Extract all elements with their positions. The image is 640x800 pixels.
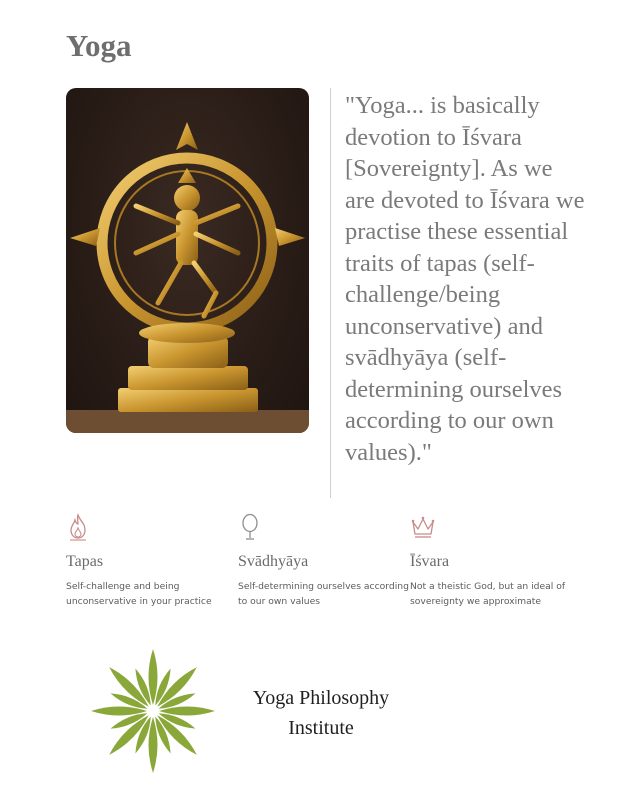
concept-description: Self-determining ourselves according to our own values [238,581,409,607]
quote-divider [330,88,331,498]
institute-logo-icon [88,646,218,776]
logo-petal [149,717,158,773]
quote-text: "Yoga... is basically devotion to Īśvara [Sovereignty]. As we are devoted to Īśvara we practise these essential traits of tapas (self-challenge/being unconservative) and svādhyāya (self-determining ourselves according to our own values)." [345,92,585,466]
concept-description: Not a theistic God, but an ideal of sovereignty we approximate [410,581,566,607]
logo-petal [159,707,215,716]
concept-name: Svādhyāya [238,553,309,570]
concept-name: Tapas [66,553,104,570]
concept-name: Īśvara [410,553,450,570]
concept-svadhyaya [238,512,413,609]
institute-name-line2: Institute [288,717,354,739]
crown-icon [410,512,436,542]
logo-petal [149,649,158,705]
concept-tapas [66,512,241,609]
logo-petal [91,707,147,716]
flame-icon [66,512,90,542]
mirror-icon [238,512,262,542]
institute-name [236,683,406,743]
concept-isvara [410,512,585,609]
page-title: Yoga [66,28,132,63]
institute-name-line1: Yoga Philosophy [252,687,390,709]
hero-statue-image [66,88,309,433]
concept-description: Self-challenge and being unconservative in your practice [66,581,212,607]
